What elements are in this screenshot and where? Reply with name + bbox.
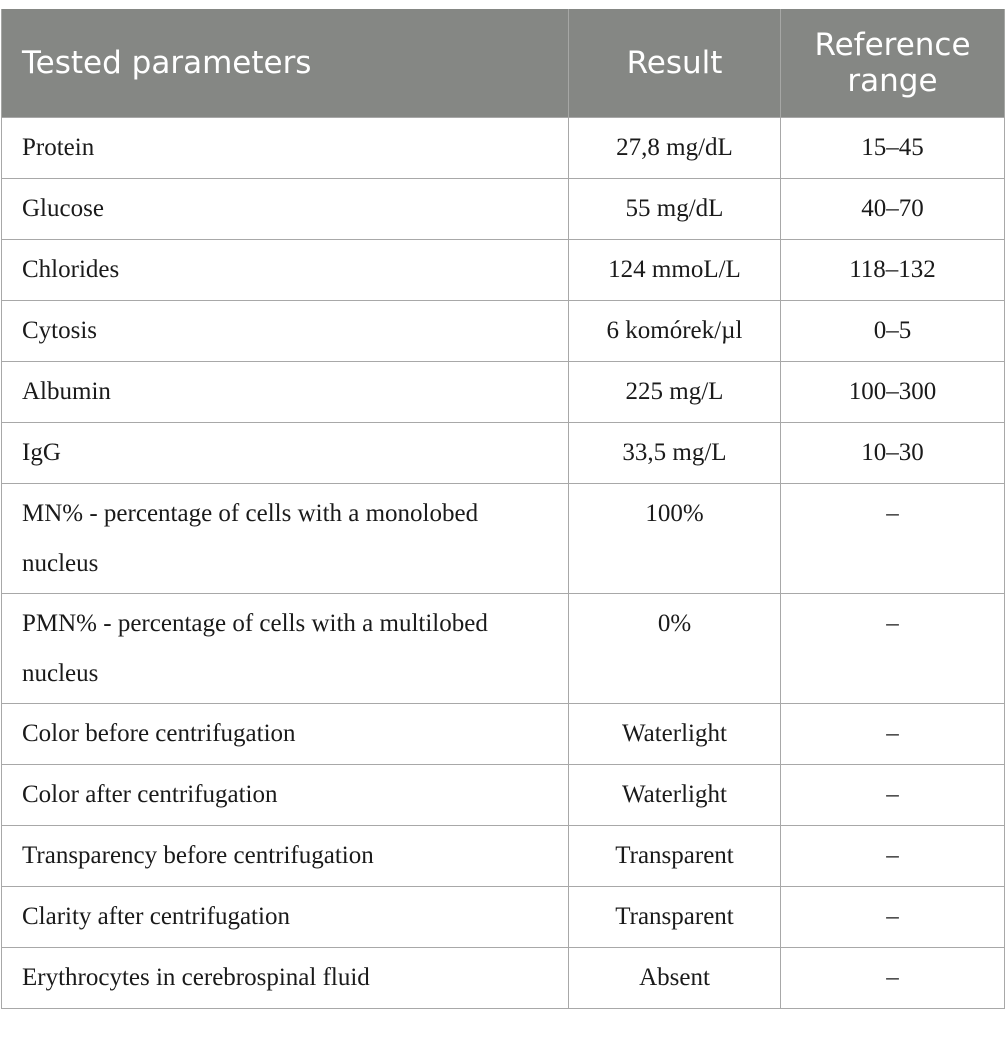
param-cell: Glucose [2, 179, 569, 240]
table-row [2, 948, 1005, 1009]
table-row [2, 118, 1005, 179]
reference-cell: 118–132 [781, 240, 1005, 301]
param-cell: Albumin [2, 362, 569, 423]
reference-cell: – [781, 594, 1005, 704]
table-row [2, 423, 1005, 484]
reference-cell: 15–45 [781, 118, 1005, 179]
table-row [2, 301, 1005, 362]
param-cell: Color after centrifugation [2, 765, 569, 826]
reference-cell: – [781, 948, 1005, 1009]
header-tested-parameters: Tested parameters [2, 9, 569, 118]
table-row [2, 179, 1005, 240]
table-row [2, 826, 1005, 887]
result-cell: 27,8 mg/dL [569, 118, 781, 179]
param-cell: Clarity after centrifugation [2, 887, 569, 948]
result-cell: 0% [569, 594, 781, 704]
reference-cell: – [781, 765, 1005, 826]
reference-cell: 0–5 [781, 301, 1005, 362]
result-cell: 100% [569, 484, 781, 594]
param-cell: Cytosis [2, 301, 569, 362]
table-row [2, 240, 1005, 301]
table-row [2, 594, 1005, 704]
result-cell: Waterlight [569, 704, 781, 765]
table-row [2, 362, 1005, 423]
result-cell: 55 mg/dL [569, 179, 781, 240]
table-header [2, 9, 1005, 118]
table-row [2, 704, 1005, 765]
header-reference-range: Reference range [781, 9, 1005, 118]
param-cell: Erythrocytes in cerebrospinal fluid [2, 948, 569, 1009]
result-cell: 124 mmoL/L [569, 240, 781, 301]
param-cell: Transparency before centrifugation [2, 826, 569, 887]
result-cell: Transparent [569, 887, 781, 948]
reference-cell: – [781, 704, 1005, 765]
result-cell: 6 komórek/µl [569, 301, 781, 362]
header-row [2, 9, 1005, 118]
reference-cell: 40–70 [781, 179, 1005, 240]
reference-cell: – [781, 887, 1005, 948]
header-result: Result [569, 9, 781, 118]
param-cell: Chlorides [2, 240, 569, 301]
reference-cell: – [781, 484, 1005, 594]
param-cell: PMN% - percentage of cells with a multilobed nucleus [2, 594, 569, 704]
reference-cell: 10–30 [781, 423, 1005, 484]
result-cell: Absent [569, 948, 781, 1009]
param-cell: IgG [2, 423, 569, 484]
table-row [2, 484, 1005, 594]
reference-cell: 100–300 [781, 362, 1005, 423]
reference-cell: – [781, 826, 1005, 887]
table-body [2, 118, 1005, 1009]
result-cell: 33,5 mg/L [569, 423, 781, 484]
table-row [2, 887, 1005, 948]
result-cell: Transparent [569, 826, 781, 887]
param-cell: Protein [2, 118, 569, 179]
param-cell: MN% - percentage of cells with a monolobed nucleus [2, 484, 569, 594]
result-cell: Waterlight [569, 765, 781, 826]
param-cell: Color before centrifugation [2, 704, 569, 765]
result-cell: 225 mg/L [569, 362, 781, 423]
results-table [1, 9, 1005, 1009]
table-row [2, 765, 1005, 826]
